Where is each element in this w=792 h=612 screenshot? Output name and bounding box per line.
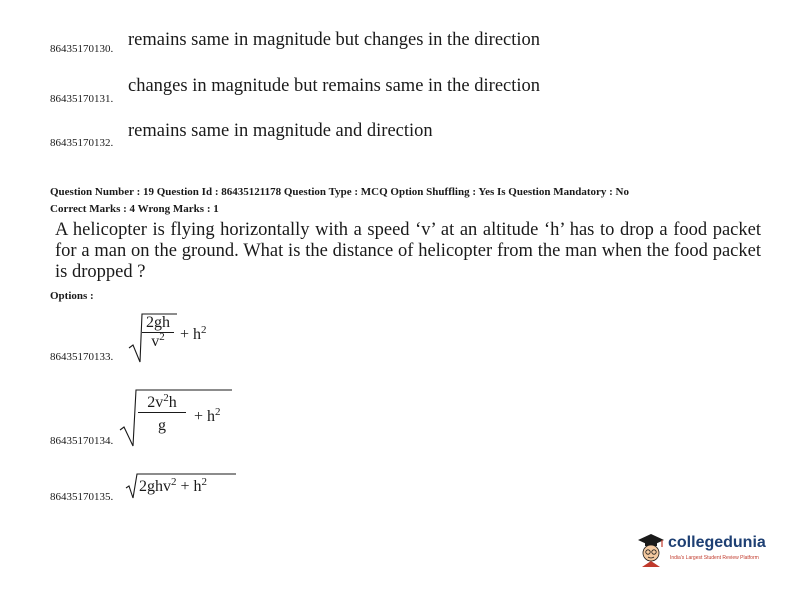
- option-2-denominator: g: [158, 417, 166, 434]
- logo-tagline: India's Largest Student Review Platform: [670, 555, 759, 561]
- logo-name: collegedunia: [668, 534, 766, 551]
- prev-option-1-id: 86435170130.: [50, 43, 114, 55]
- option-2-fraction-bar: [138, 412, 186, 413]
- prev-option-2-id: 86435170131.: [50, 93, 114, 105]
- prev-option-2-text: changes in magnitude but remains same in the direction: [128, 76, 541, 96]
- question-text: A helicopter is flying horizontally with a speed ‘v’ at an altitude ‘h’ has to drop a food packet for a man on the ground. What is the distance of helicopter from the man when the food packet is dropped ?: [55, 220, 761, 282]
- option-3-expression: $2ghv^2 + h^2$: [139, 476, 208, 495]
- question-meta: Question Number : 19 Question Id : 86435121178 Question Type : MCQ Option Shuffling : Yes Is Question Mandatory : No: [50, 186, 629, 198]
- prev-option-3-id: 86435170132.: [50, 137, 114, 149]
- option-3-id: 86435170135.: [50, 491, 114, 503]
- option-2-fraction: [138, 394, 186, 435]
- option-2-numerator: $2v^2h$: [147, 392, 177, 411]
- options-label: Options :: [50, 290, 94, 302]
- question-marks: Correct Marks : 4 Wrong Marks : 1: [50, 203, 219, 215]
- option-2-tail: + $h^2$: [194, 406, 221, 425]
- option-1-tail: + $h^2$: [180, 324, 207, 343]
- option-1-id: 86435170133.: [50, 351, 114, 363]
- collegedunia-logo: [636, 530, 766, 572]
- graduate-mascot-icon: [636, 532, 666, 568]
- option-2-id: 86435170134.: [50, 435, 114, 447]
- option-1-denominator: $v^2$: [151, 331, 165, 350]
- option-1-numerator: 2gh: [146, 314, 170, 331]
- prev-option-3-text: remains same in magnitude and direction: [128, 121, 433, 141]
- prev-option-1-text: remains same in magnitude but changes in the direction: [128, 30, 541, 50]
- option-1-fraction: [142, 314, 174, 351]
